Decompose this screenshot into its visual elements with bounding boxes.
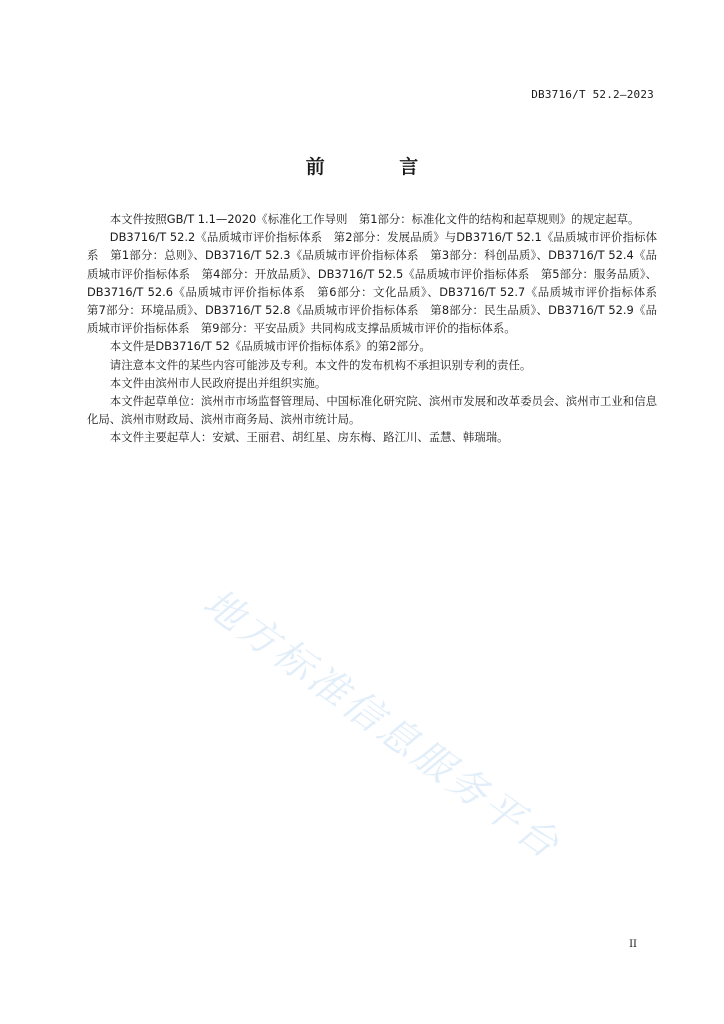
paragraph-drafters: 本文件主要起草人：安斌、王丽君、胡红星、房东梅、路江川、孟慧、韩瑞瑞。: [109, 430, 509, 445]
page-number: II: [629, 939, 637, 950]
paragraph-drafting-units: 本文件起草单位：滨州市市场监督管理局、中国标准化研究院、滨州市发展和改革委员会、滨州市工业和信息化局、滨州市财政局、滨州市商务局、滨州市统计局。: [87, 394, 657, 427]
standard-code: DB3716/T 52.2—2023: [531, 88, 654, 101]
foreword-body: [87, 210, 669, 447]
watermark: 地方标准信息服务平台: [194, 580, 570, 870]
paragraph-drafting-basis: 本文件按照GB/T 1.1—2020《标准化工作导则 第1部分：标准化文件的结构和起草规则》的规定起草。: [109, 212, 640, 226]
paragraph-patent-notice: 请注意本文件的某些内容可能涉及专利。本文件的发布机构不承担识别专利的责任。: [109, 357, 532, 372]
paragraph-part-statement: 本文件是DB3716/T 52《品质城市评价指标体系》的第2部分。: [109, 339, 431, 354]
page-title: 前 言: [305, 156, 453, 178]
paragraph-series-relation: DB3716/T 52.2《品质城市评价指标体系 第2部分：发展品质》与DB3716/T 52.1《品质城市评价指标体系 第1部分：总则》、DB3716/T 52.3《品质城市评价指标体系 第3部分：科创品质》、DB3716/T 52.4《品质城市评价指标体系 第4部分：开放品质》、DB3716/T 52.5《品质城市评价指标体系 第5部分：服务品质》、DB3716/T 52.6《品质城市评价指标体系 第6部分：文化品质》、DB3716/T 52.7《品质城市评价指标体系 第7部分：环境品质》、DB3716/T 52.8《品质城市评价指标体系 第8部分：民生品质》、DB3716/T 52.9《品质城市评价指标体系 第9部分：平安品质》共同构成支撑品质城市评价的指标体系。: [87, 230, 669, 336]
paragraph-proposer: 本文件由滨州市人民政府提出并组织实施。: [109, 375, 327, 390]
